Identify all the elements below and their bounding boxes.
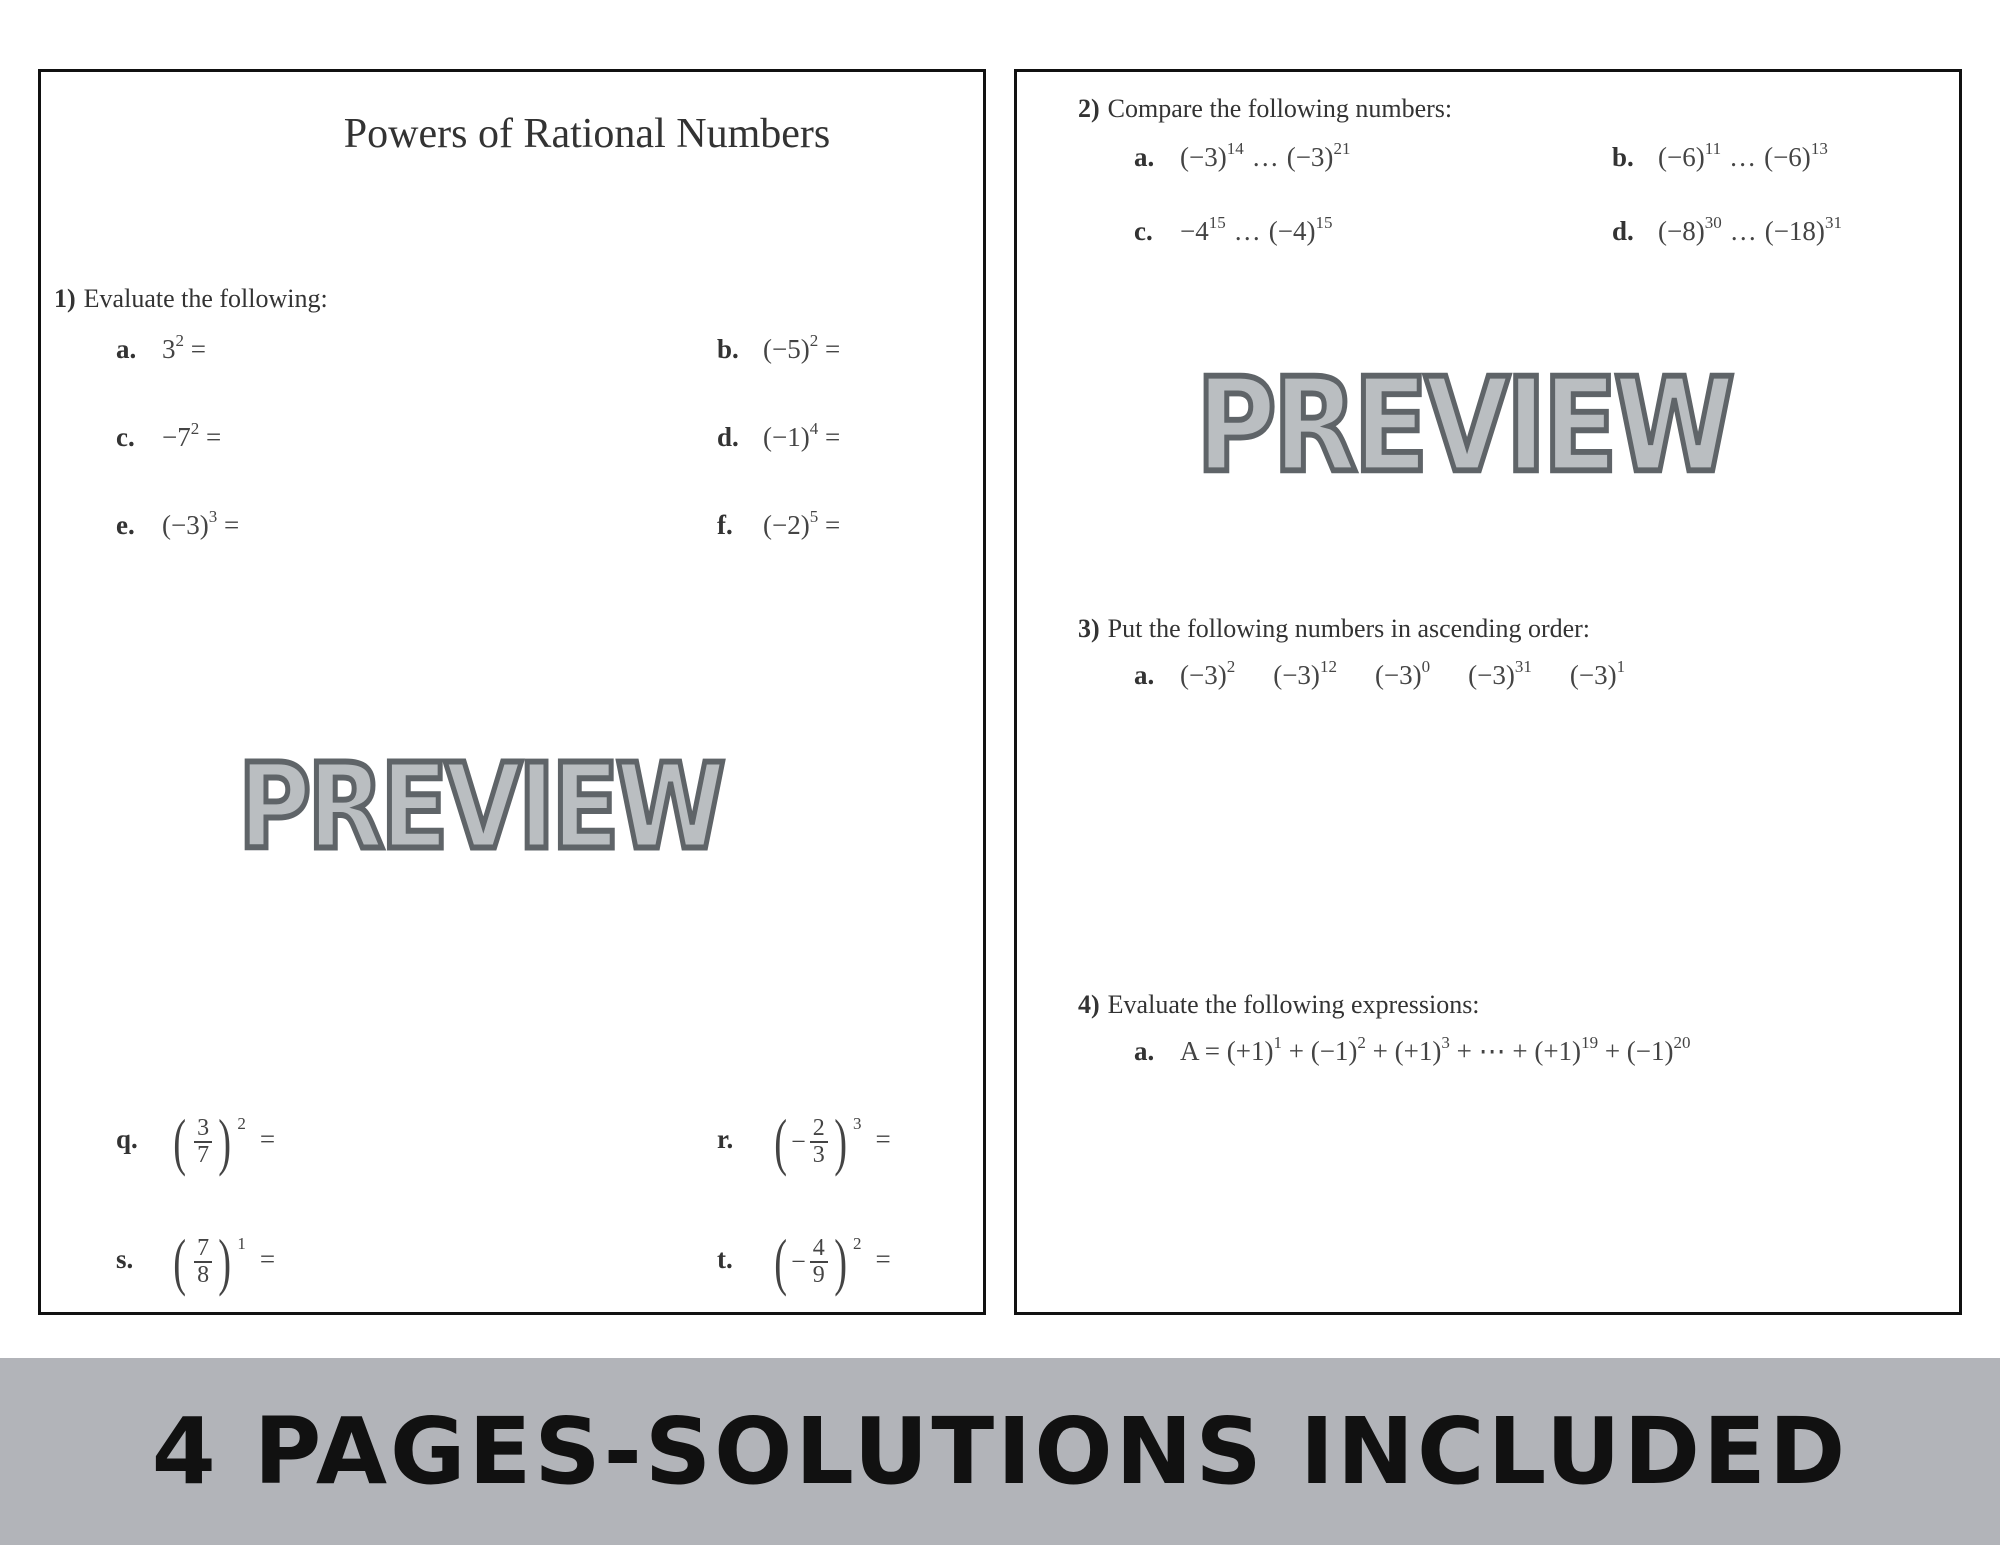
fraction-sign: − xyxy=(791,1247,806,1276)
fraction-exponent: 2 xyxy=(237,1114,246,1133)
item-exponent: 3 xyxy=(208,507,218,526)
exercise-item xyxy=(717,507,841,541)
item-tail: = xyxy=(818,422,841,452)
item-exponent: 2 xyxy=(190,419,200,438)
expression-lhs: A = xyxy=(1180,1036,1227,1066)
compare-item xyxy=(1134,139,1351,173)
item-tail: = xyxy=(818,334,841,364)
expression-term: $(+1)^3$ + ⋯ + xyxy=(1394,1033,1535,1066)
item-label: d. xyxy=(1612,216,1634,246)
worksheet-page-2 xyxy=(1014,69,1962,1315)
right-exponent: 15 xyxy=(1315,213,1333,232)
fraction-denominator: 9 xyxy=(812,1262,825,1288)
expression-term: $(-1)^{20}$ xyxy=(1626,1033,1691,1066)
right-exponent: 31 xyxy=(1824,213,1842,232)
question-number: 4) xyxy=(1078,990,1100,1019)
ellipsis: … xyxy=(1233,216,1261,246)
worksheet-page-1 xyxy=(38,69,986,1315)
item-exponent: 5 xyxy=(809,507,819,526)
exercise-item xyxy=(717,331,841,365)
item-base: (−1) xyxy=(763,422,810,452)
expression-term: $(+1)^{19}$ + xyxy=(1534,1033,1627,1066)
question-text: Compare the following numbers: xyxy=(1107,94,1453,123)
page-title: Powers of Rational Numbers xyxy=(343,111,831,157)
fraction-numerator: 3 xyxy=(194,1116,212,1143)
order-term: $(-3)^1$ xyxy=(1569,657,1626,690)
order-term: $(-3)^0$ xyxy=(1374,657,1431,690)
preview-watermark: PREVIEW xyxy=(238,738,722,877)
exercise-item xyxy=(116,331,206,365)
fraction-sign: − xyxy=(791,1127,806,1156)
item-label: a. xyxy=(1134,142,1155,172)
question-number: 2) xyxy=(1078,94,1100,123)
right-base: (−4) xyxy=(1268,216,1316,246)
item-label: q. xyxy=(116,1124,138,1155)
item-exponent: 4 xyxy=(809,419,819,438)
item-label: c. xyxy=(116,422,135,452)
item-base: −7 xyxy=(162,422,191,452)
item-label: a. xyxy=(1134,660,1155,690)
fraction-numerator: 2 xyxy=(810,1116,828,1143)
fraction-exponent: 3 xyxy=(853,1114,862,1133)
order-item xyxy=(1134,657,1626,691)
fraction-power: ( $\frac{3}{7}$ ) 2 xyxy=(173,1106,246,1177)
banner-text: 4 PAGES-SOLUTIONS INCLUDED xyxy=(151,1398,1849,1505)
question-1-heading xyxy=(54,284,328,314)
question-number: 1) xyxy=(54,284,76,313)
question-2-heading xyxy=(1078,94,1452,124)
item-label: d. xyxy=(717,422,739,452)
item-label: s. xyxy=(116,1244,134,1275)
fraction-item xyxy=(116,1106,276,1177)
fraction-denominator: 3 xyxy=(812,1142,825,1168)
left-base: (−3) xyxy=(1180,142,1227,172)
right-base: (−6) xyxy=(1764,142,1811,172)
left-exponent: 15 xyxy=(1208,213,1226,232)
exercise-item xyxy=(717,419,841,453)
fraction-power: ( − $\frac{2}{3}$ ) 3 xyxy=(774,1106,862,1177)
item-label: c. xyxy=(1134,216,1153,246)
order-term: $(-3)^{12}$ xyxy=(1273,657,1337,690)
left-exponent: 30 xyxy=(1704,213,1722,232)
right-base: (−3) xyxy=(1286,142,1334,172)
item-label: t. xyxy=(717,1244,733,1275)
item-tail: = xyxy=(184,334,206,364)
question-text: Evaluate the following expressions: xyxy=(1107,990,1480,1019)
fraction-item xyxy=(116,1226,276,1297)
left-base: (−6) xyxy=(1658,142,1705,172)
fraction-power: ( − $\frac{4}{9}$ ) 2 xyxy=(774,1226,862,1297)
exercise-item xyxy=(116,419,222,453)
ellipsis: … xyxy=(1729,216,1757,246)
compare-item xyxy=(1612,213,1842,247)
left-base: −4 xyxy=(1180,216,1209,246)
item-tail: = xyxy=(818,510,841,540)
compare-item xyxy=(1134,213,1333,247)
item-base: (−3) xyxy=(162,510,209,540)
question-4-heading xyxy=(1078,990,1480,1020)
fraction-item xyxy=(717,1226,891,1297)
item-label: b. xyxy=(717,334,739,364)
item-tail: = xyxy=(259,1244,276,1275)
fraction-exponent: 2 xyxy=(853,1234,862,1253)
fraction-denominator: 8 xyxy=(197,1262,210,1288)
item-base: 3 xyxy=(162,334,176,364)
question-3-heading xyxy=(1078,614,1590,644)
item-label: a. xyxy=(116,334,137,364)
fraction-denominator: 7 xyxy=(197,1142,210,1168)
order-term: $(-3)^2$ xyxy=(1180,657,1236,690)
fraction-exponent: 1 xyxy=(237,1234,246,1253)
question-number: 3) xyxy=(1078,614,1100,643)
preview-watermark: PREVIEW xyxy=(1196,350,1731,502)
right-base: (−18) xyxy=(1764,216,1825,246)
item-label: b. xyxy=(1612,142,1634,172)
item-tail: = xyxy=(875,1124,891,1155)
ellipsis: … xyxy=(1729,142,1757,172)
expression-term: $(-1)^2$ + xyxy=(1310,1033,1395,1066)
item-tail: = xyxy=(259,1124,276,1155)
expression-item xyxy=(1134,1033,1691,1067)
order-term: $(-3)^{31}$ xyxy=(1468,657,1532,690)
exercise-item xyxy=(116,507,240,541)
item-base: (−5) xyxy=(763,334,810,364)
item-tail: = xyxy=(875,1244,891,1275)
left-base: (−8) xyxy=(1658,216,1705,246)
left-exponent: 11 xyxy=(1704,139,1722,158)
compare-item xyxy=(1612,139,1828,173)
item-base: (−2) xyxy=(763,510,810,540)
item-label: e. xyxy=(116,510,135,540)
item-exponent: 2 xyxy=(809,331,819,350)
item-tail: = xyxy=(217,510,240,540)
left-exponent: 14 xyxy=(1226,139,1244,158)
right-exponent: 21 xyxy=(1333,139,1351,158)
item-tail: = xyxy=(199,422,222,452)
fraction-numerator: 7 xyxy=(194,1236,212,1263)
item-label: r. xyxy=(717,1124,734,1155)
item-label: a. xyxy=(1134,1036,1155,1066)
right-exponent: 13 xyxy=(1810,139,1828,158)
promo-banner xyxy=(0,1358,2000,1545)
expression-term: $(+1)^1$ + xyxy=(1226,1033,1311,1066)
item-label: f. xyxy=(717,510,733,540)
question-text: Put the following numbers in ascending order: xyxy=(1107,614,1591,643)
fraction-power: ( $\frac{7}{8}$ ) 1 xyxy=(173,1226,246,1297)
fraction-item xyxy=(717,1106,891,1177)
item-exponent: 2 xyxy=(175,331,184,350)
ellipsis: … xyxy=(1251,142,1279,172)
fraction-numerator: 4 xyxy=(810,1236,828,1263)
question-text: Evaluate the following: xyxy=(83,284,328,313)
